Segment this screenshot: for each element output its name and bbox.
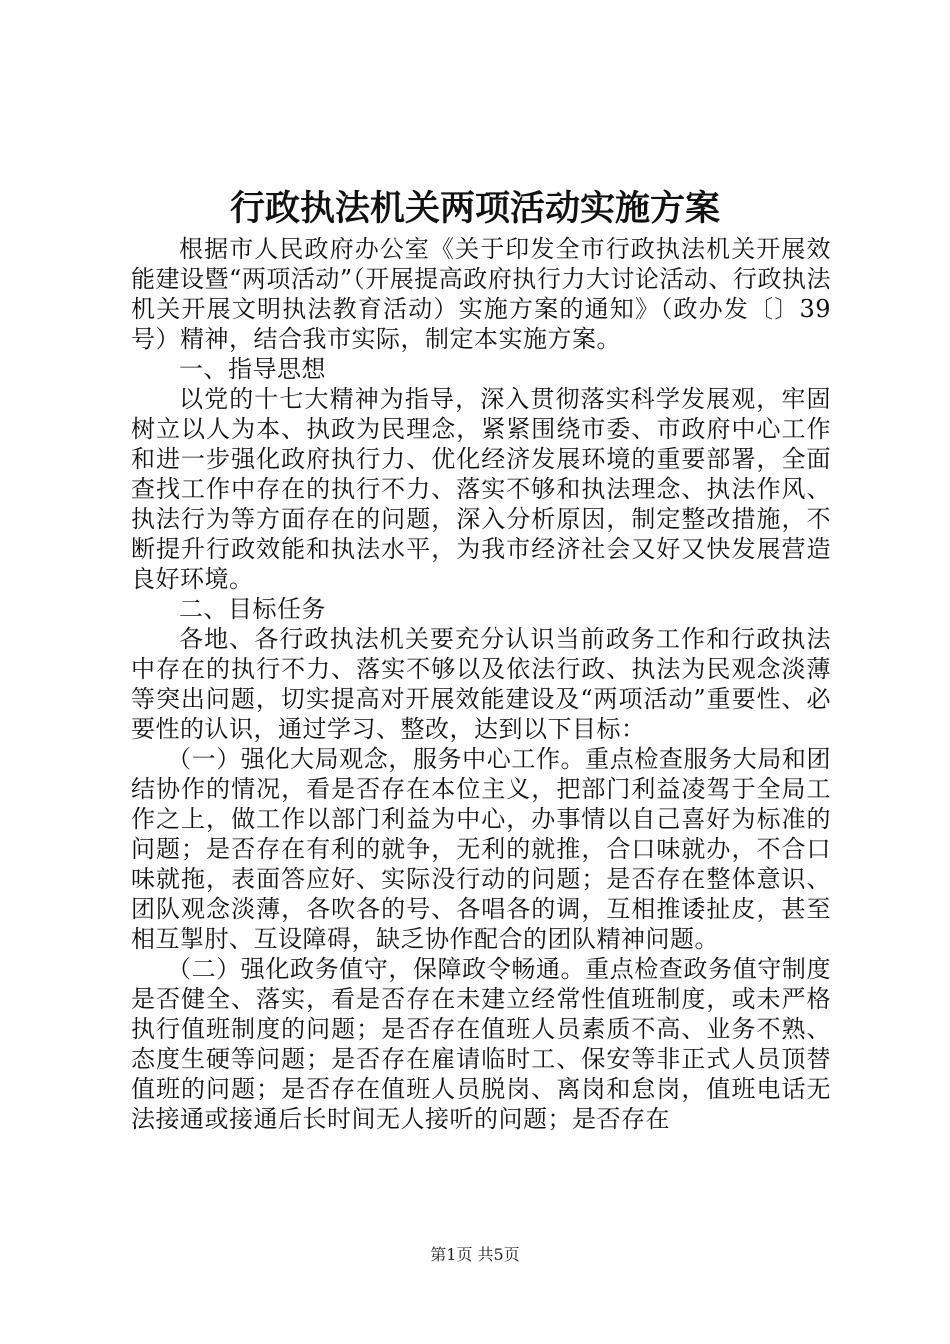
goal-item-1-paragraph: （一）强化大局观念，服务中心工作。重点检查服务大局和团结协作的情况，看是否存在本位主义，把部门利益凌驾于全局工作之上，做工作以部门利益为中心，办事情以自己喜好为标准的问题；是否存在有利的就争，无利的就推，合口味就办，不合口味就拖，表面答应好、实际没行动的问题；是否存在整体意识、团队观念淡薄，各吹各的号、各唱各的调，互相推诿扯皮，甚至相互掣肘、互设障碍，缺乏协作配合的团队精神问题。: [131, 745, 831, 953]
document-title: 行政执法机关两项活动实施方案: [229, 188, 720, 229]
section-heading-guiding-thought: 一、指导思想: [179, 355, 326, 383]
page-footer: 第1页 共5页: [430, 1245, 520, 1264]
guiding-thought-paragraph: 以党的十七大精神为指导，深入贯彻落实科学发展观，牢固树立以人为本、执政为民理念，紧紧围绕市委、市政府中心工作和进一步强化政府执行力、优化经济发展环境的重要部署，全面查找工作中存在的执行不力、落实不够和执法理念、执法作风、执法行为等方面存在的问题，深入分析原因，制定整改措施，不断提升行政效能和执法水平，为我市经济社会又好又快发展营造良好环境。: [131, 385, 831, 593]
intro-paragraph: 根据市人民政府办公室《关于印发全市行政执法机关开展效能建设暨“两项活动”（开展提高政府执行力大讨论活动、行政执法机关开展文明执法教育活动）实施方案的通知》（政办发〔〕39号）精神，结合我市实际，制定本实施方案。: [131, 235, 831, 353]
goal-item-2-paragraph: （二）强化政务值守，保障政令畅通。重点检查政务值守制度是否健全、落实，看是否存在未建立经常性值班制度，或未严格执行值班制度的问题；是否存在值班人员素质不高、业务不熟、态度生硬等问题；是否存在雇请临时工、保安等非正式人员顶替值班的问题；是否存在值班人员脱岗、离岗和怠岗，值班电话无法接通或接通后长时间无人接听的问题；是否存在: [131, 955, 831, 1133]
goals-paragraph: 各地、各行政执法机关要充分认识当前政务工作和行政执法中存在的执行不力、落实不够以及依法行政、执法为民观念淡薄等突出问题，切实提高对开展效能建设及“两项活动”重要性、必要性的认识，通过学习、整改，达到以下目标：: [131, 625, 831, 743]
document-body: [131, 234, 831, 1134]
section-heading-goals: 二、目标任务: [179, 595, 326, 623]
